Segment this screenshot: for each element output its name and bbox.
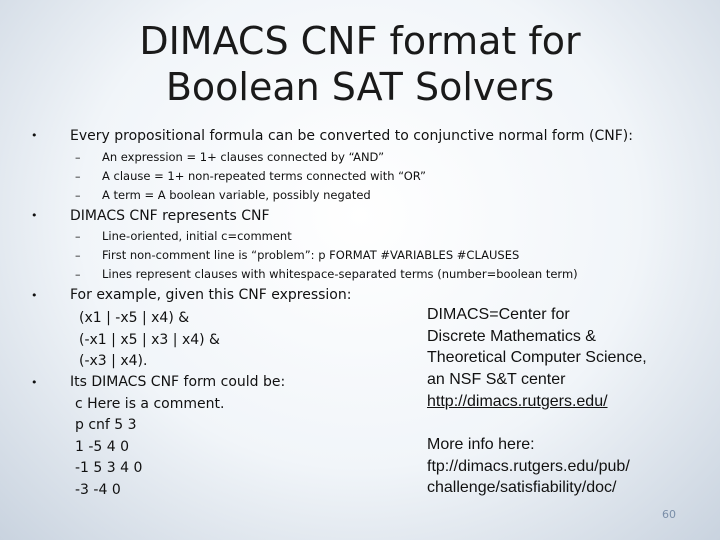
- dash-marker: –: [75, 189, 81, 202]
- sub-bullet-problem-line: First non-comment line is “problem”: p FORMAT #VARIABLES #CLAUSES: [102, 248, 520, 262]
- dash-marker: –: [75, 268, 81, 281]
- dimacs-website-link[interactable]: http://dimacs.rutgers.edu/: [427, 393, 608, 410]
- sub-bullet-line-oriented: Line-oriented, initial c=comment: [102, 229, 292, 243]
- cnf-expression-line-2: (-x1 | x5 | x3 | x4) &: [79, 332, 220, 348]
- dimacs-line-problem: p cnf 5 3: [75, 417, 137, 433]
- page-number: 60: [662, 508, 676, 521]
- dimacs-description-line-3: Theoretical Computer Science,: [427, 349, 647, 366]
- dash-marker: –: [75, 170, 81, 183]
- ftp-path-line-2: challenge/satisfiability/doc/: [427, 479, 617, 496]
- sub-bullet-clause: A clause = 1+ non-repeated terms connected with “OR”: [102, 169, 426, 183]
- sub-bullet-clause-lines: Lines represent clauses with whitespace-separated terms (number=boolean term): [102, 267, 578, 281]
- bullet-marker: •: [31, 129, 38, 142]
- dimacs-line-clause-1: 1 -5 4 0: [75, 439, 130, 455]
- bullet-dimacs-form: Its DIMACS CNF form could be:: [70, 374, 286, 390]
- slide-title: [0, 18, 720, 110]
- dimacs-line-clause-2: -1 5 3 4 0: [75, 460, 143, 476]
- bullet-cnf-intro: Every propositional formula can be converted to conjunctive normal form (CNF):: [70, 128, 633, 144]
- sub-bullet-term: A term = A boolean variable, possibly negated: [102, 188, 371, 202]
- title-line-1: DIMACS CNF format for: [139, 19, 581, 63]
- title-line-2: Boolean SAT Solvers: [165, 65, 555, 109]
- cnf-expression-line-3: (-x3 | x4).: [79, 353, 148, 369]
- dimacs-description-line-1: DIMACS=Center for: [427, 306, 570, 323]
- more-info-label: More info here:: [427, 436, 535, 453]
- dash-marker: –: [75, 151, 81, 164]
- bullet-dimacs-represents: DIMACS CNF represents CNF: [70, 208, 270, 224]
- bullet-marker: •: [31, 376, 38, 389]
- dimacs-line-comment: c Here is a comment.: [75, 396, 225, 412]
- cnf-expression-line-1: (x1 | -x5 | x4) &: [79, 310, 190, 326]
- sub-bullet-expression: An expression = 1+ clauses connected by “AND”: [102, 150, 385, 164]
- bullet-example: For example, given this CNF expression:: [70, 287, 352, 303]
- dimacs-description-line-2: Discrete Mathematics &: [427, 328, 596, 345]
- dash-marker: –: [75, 230, 81, 243]
- bullet-marker: •: [31, 209, 38, 222]
- dimacs-line-clause-3: -3 -4 0: [75, 482, 121, 498]
- dimacs-description-line-4: an NSF S&T center: [427, 371, 566, 388]
- ftp-path-line-1: ftp://dimacs.rutgers.edu/pub/: [427, 458, 630, 475]
- bullet-marker: •: [31, 289, 38, 302]
- dash-marker: –: [75, 249, 81, 262]
